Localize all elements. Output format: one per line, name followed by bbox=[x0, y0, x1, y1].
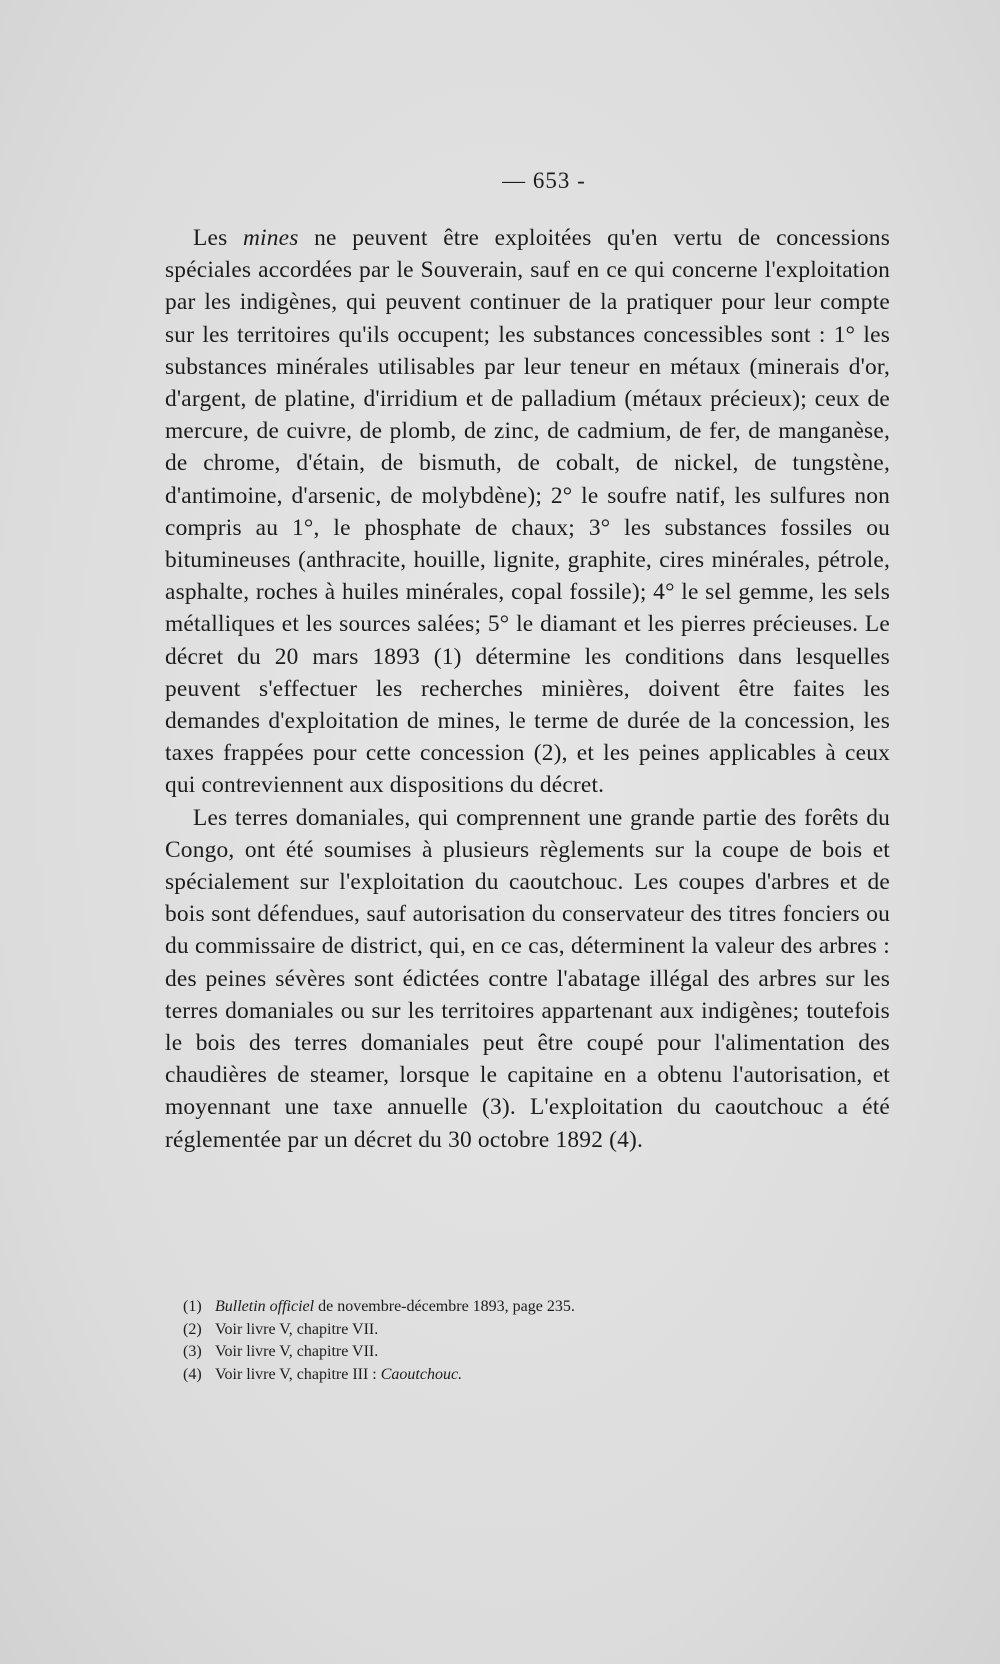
paragraph-lead: Les bbox=[193, 225, 243, 251]
footnote-italic: Caoutchouc. bbox=[380, 1365, 463, 1383]
footnote-number: (1) bbox=[183, 1298, 202, 1315]
footnote-4 bbox=[183, 1364, 823, 1387]
footnote-number: (4) bbox=[183, 1365, 202, 1383]
paragraph-mines bbox=[165, 222, 890, 802]
footnotes bbox=[183, 1296, 823, 1386]
footnote-number: (2) bbox=[183, 1320, 202, 1338]
footnote-rest: Voir livre V, chapitre III : bbox=[215, 1365, 381, 1383]
body-text bbox=[165, 222, 890, 1156]
footnote-text: Voir livre V, chapitre VII. bbox=[215, 1343, 379, 1360]
footnote-2 bbox=[183, 1319, 823, 1342]
paragraph-text: Les terres domaniales, qui comprennent une grande partie des forêts du Congo, ont été soumises à plusieurs règlements sur la coupe de bois et spécialement sur l'exploitation du caoutchouc. Les coupes d'arbres et de bois sont défendues, sauf autorisation du conservateur des titres fonciers ou du commissaire de district, qui, en ce cas, déterminent la valeur des arbres : des peines sévères sont édictées contre l'abatage illégal des arbres sur les terres domaniales ou sur les territoires appartenant aux indigènes; toutefois le bois des terres domaniales peut être coupé pour l'alimentation des chaudières de steamer, lorsque le capitaine en a obtenu l'autorisation, et moyennant une taxe annuelle (3). L'exploitation du caoutchouc a été réglementée par un décret du 30 octobre 1892 (4). bbox=[165, 804, 890, 1153]
paragraph-terres-domaniales bbox=[165, 802, 890, 1156]
footnote-italic: Bulletin officiel bbox=[215, 1298, 315, 1315]
footnote-rest: de novembre-décembre 1893, page 235. bbox=[314, 1298, 575, 1315]
footnote-3 bbox=[183, 1341, 823, 1364]
page-number: — 653 - bbox=[502, 168, 586, 193]
emphasis-mines: mines bbox=[242, 225, 299, 251]
footnote-number: (3) bbox=[183, 1343, 202, 1360]
footnote-text bbox=[215, 1364, 462, 1387]
footnote-text bbox=[215, 1296, 575, 1319]
footnote-text: Voir livre V, chapitre VII. bbox=[215, 1320, 379, 1338]
footnote-1 bbox=[183, 1296, 823, 1319]
paragraph-text: ne peuvent être exploitées qu'en vertu de concessions spéciales accordées par le Souverain, sauf en ce qui concerne l'exploitation par les indigènes, qui peuvent continuer de la pratiquer pour leur compte sur les territoires qu'ils occupent; les substances concessibles sont : 1° les substances minérales utilisables par leur teneur en métaux (minerais d'or, d'argent, de platine, d'irridium et de palladium (métaux précieux); ceux de mercure, de cuivre, de plomb, de zinc, de cadmium, de fer, de manganèse, de chrome, d'étain, de bismuth, de cobalt, de nickel, de tungstène, d'antimoine, d'arsenic, de molybdène); 2° le soufre natif, les sulfures non compris au 1°, le phosphate de chaux; 3° les substances fossiles ou bitumineuses (anthracite, houille, lignite, graphite, cires minérales, pétrole, asphalte, roches à huiles minérales, copal fossile); 4° le sel gemme, les sels métalliques et les sources salées; 5° le diamant et les pierres précieuses. Le décret du 20 mars 1893 (1) détermine les conditions dans lesquelles peuvent s'effectuer les recherches minières, doivent être faites les demandes d'exploitation de mines, le terme de durée de la concession, les taxes frappées pour cette concession (2), et les peines applicables à ceux qui contreviennent aux dispositions du décret. bbox=[165, 225, 891, 799]
